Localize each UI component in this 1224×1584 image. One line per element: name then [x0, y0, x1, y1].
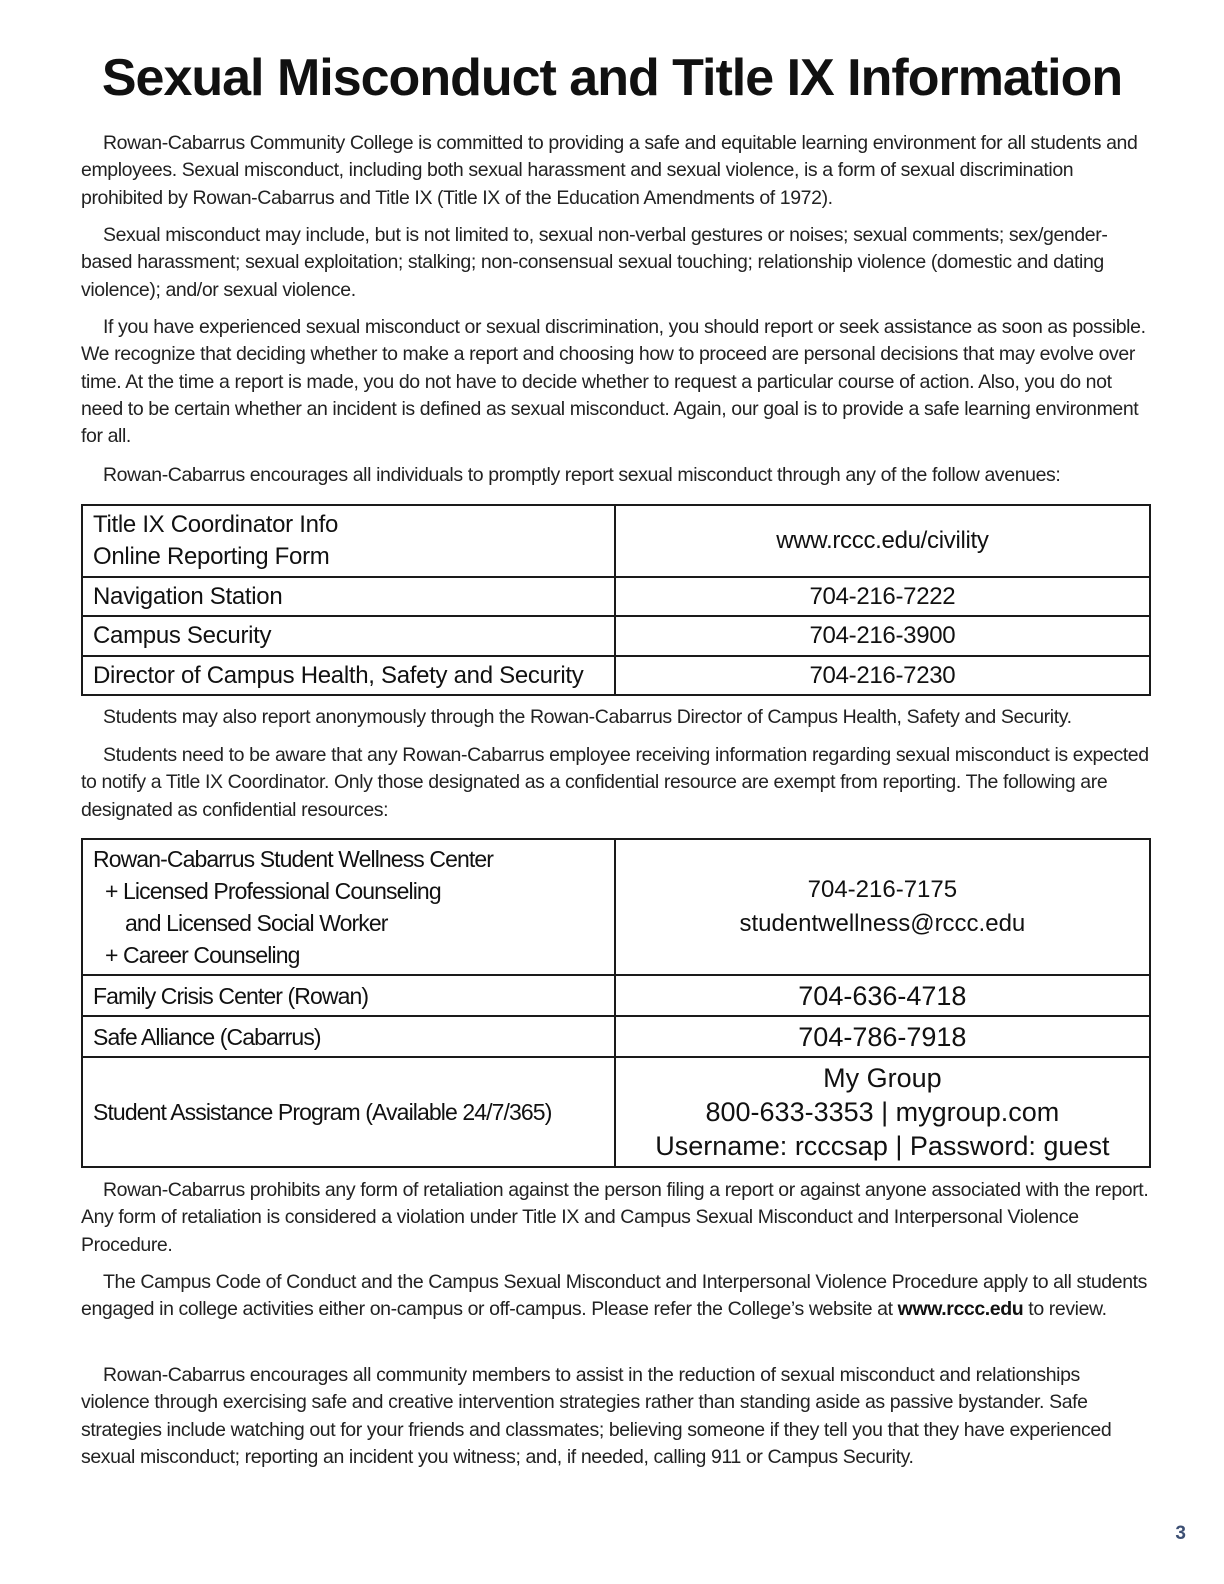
student-assistance-contact-cell	[615, 1057, 1150, 1167]
table-row	[82, 505, 1150, 577]
table-row	[82, 616, 1150, 656]
wellness-item-social-worker: and Licensed Social Worker	[125, 910, 388, 936]
campus-security-phone: 704-216-3900	[615, 616, 1150, 656]
table-row	[82, 839, 1150, 975]
wellness-center-cell	[82, 839, 615, 975]
family-crisis-center-label: Family Crisis Center (Rowan)	[82, 975, 615, 1016]
intro-paragraph-4: Rowan-Cabarrus encourages all individuals to promptly report sexual misconduct through any of the follow avenues:	[103, 464, 1061, 486]
code-of-conduct-text: The Campus Code of Conduct and the Campus Sexual Misconduct and Interpersonal Violence Procedure apply to all students engaged in college activities either on-campus or off-campus. Please refer the College’s website at	[81, 1271, 1148, 1321]
sap-provider: My Group	[823, 1063, 942, 1093]
wellness-item-counseling: + Licensed Professional Counseling	[105, 878, 441, 904]
code-of-conduct-paragraph	[81, 1269, 1153, 1324]
table-row	[82, 975, 1150, 1016]
table-row	[82, 656, 1150, 695]
civility-url[interactable]: www.rccc.edu/civility	[615, 505, 1150, 577]
retaliation-paragraph: Rowan-Cabarrus prohibits any form of retaliation against the person filing a report or against anyone associated with the report. Any form of retaliation is considered a violation under Title IX and Campus Sexual Misconduct and Interpersonal Violence Procedure.	[81, 1179, 1149, 1256]
table-row	[82, 1016, 1150, 1057]
code-of-conduct-end: to review.	[1023, 1298, 1107, 1321]
reporting-avenues-table	[81, 504, 1151, 696]
college-website-link[interactable]: www.rccc.edu	[897, 1298, 1024, 1321]
navigation-station-phone: 704-216-7222	[615, 577, 1150, 616]
table-cell-label	[82, 505, 615, 577]
wellness-contact-cell	[615, 839, 1150, 975]
confidential-intro-paragraph: Students need to be aware that any Rowan-Cabarrus employee receiving information regarding sexual misconduct is expected to notify a Title IX Coordinator. Only those designated as a confidential resource are exempt from reporting. The following are designated as confidential resources:	[81, 744, 1149, 821]
director-phone: 704-216-7230	[615, 656, 1150, 695]
anonymous-report-paragraph: Students may also report anonymously through the Rowan-Cabarrus Director of Campus Health, Safety and Security.	[103, 706, 1072, 728]
safe-alliance-label: Safe Alliance (Cabarrus)	[82, 1016, 615, 1057]
title-ix-coordinator-label: Title IX Coordinator Info	[93, 511, 339, 538]
online-reporting-form-label: Online Reporting Form	[93, 543, 330, 570]
campus-security-label: Campus Security	[82, 616, 615, 656]
intro-paragraph-1: Rowan-Cabarrus Community College is committed to providing a safe and equitable learning environment for all students and employees. Sexual misconduct, including both sexual harassment and sexual violence, is a form of sexual discrimination prohibited by Rowan-Cabarrus and Title IX (Title IX of the Education Amendments of 1972).	[81, 132, 1138, 209]
confidential-resources-table	[81, 838, 1151, 1168]
intro-paragraph-2: Sexual misconduct may include, but is not limited to, sexual non-verbal gestures or noises; sexual comments; sex/gender-based harassment; sexual exploitation; stalking; non-consensual sexual touching; relationship violence (domestic and dating violence); and/or sexual violence.	[81, 224, 1108, 301]
page-number: 3	[1175, 1523, 1186, 1544]
student-assistance-program-label: Student Assistance Program (Available 24/7/365)	[82, 1057, 615, 1167]
safe-alliance-phone: 704-786-7918	[615, 1016, 1150, 1057]
family-crisis-center-phone: 704-636-4718	[615, 975, 1150, 1016]
bystander-paragraph: Rowan-Cabarrus encourages all community members to assist in the reduction of sexual misconduct and relationships violence through exercising safe and creative intervention strategies rather than standing aside as passive bystander. Safe strategies include watching out for your friends and classmates; believing someone if they tell you that they have experienced sexual misconduct; reporting an incident you witness; and, if needed, calling 911 or Campus Security.	[81, 1364, 1112, 1468]
table-row	[82, 577, 1150, 616]
sap-phone-website: 800-633-3353 | mygroup.com	[705, 1097, 1060, 1127]
intro-paragraph-3: If you have experienced sexual misconduct or sexual discrimination, you should report or seek assistance as soon as possible. We recognize that deciding whether to make a report and choosing how to proceed are personal decisions that may evolve over time. At the time a report is made, you do not have to decide whether to request a particular course of action. Also, you do not need to be certain whether an incident is defined as sexual misconduct. Again, our goal is to provide a safe learning environment for all.	[81, 316, 1146, 448]
sap-credentials: Username: rcccsap | Password: guest	[655, 1131, 1110, 1161]
page-title: Sexual Misconduct and Title IX Information	[101, 49, 1123, 107]
table-row	[82, 1057, 1150, 1167]
wellness-item-career: + Career Counseling	[105, 942, 300, 968]
wellness-phone: 704-216-7175	[807, 876, 958, 903]
director-label: Director of Campus Health, Safety and Security	[82, 656, 615, 695]
wellness-center-name: Rowan-Cabarrus Student Wellness Center	[93, 846, 494, 872]
wellness-email[interactable]: studentwellness@rccc.edu	[739, 910, 1026, 937]
navigation-station-label: Navigation Station	[82, 577, 615, 616]
